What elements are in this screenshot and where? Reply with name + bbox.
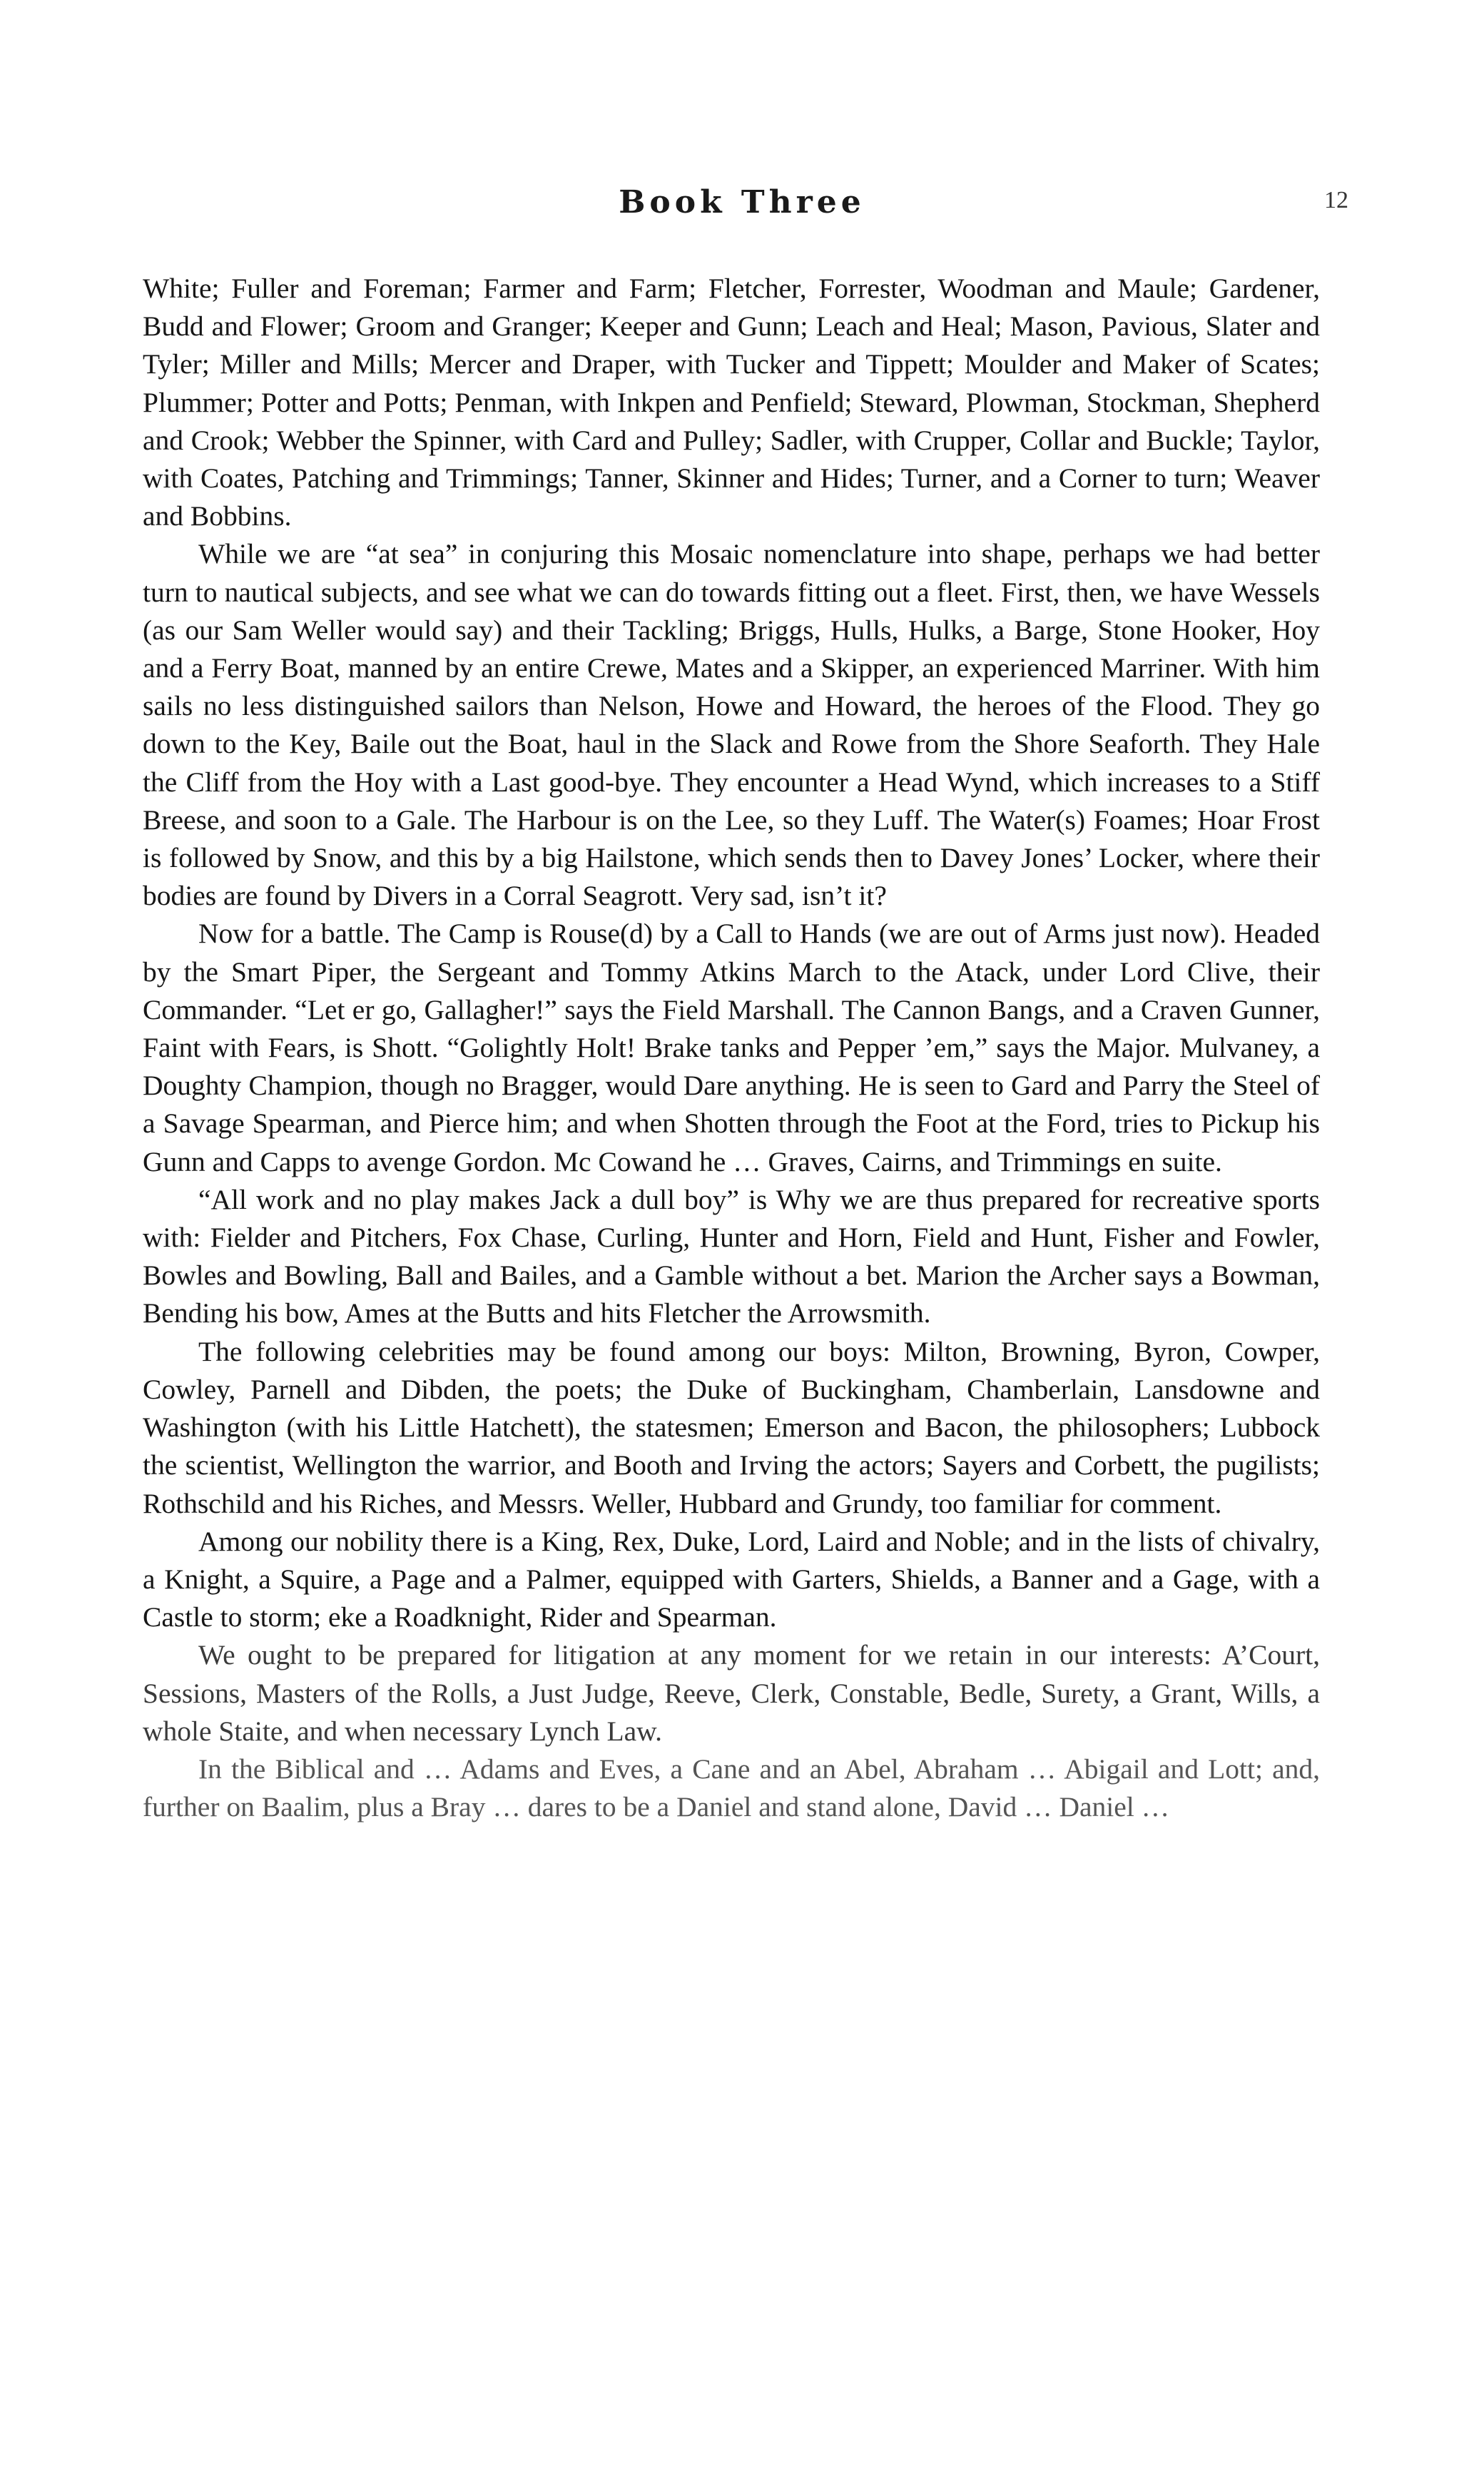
paragraph-battle: Now for a battle. The Camp is Rouse(d) by a Call to Hands (we are out of Arms just now). Headed by the Smart Piper, the Sergeant and Tommy Atkins March to the Atack, under Lord Clive, their Commander. “Let er go, Gallagher!” says the Field Marshall. The Cannon Bangs, and a Craven Gunner, Faint with Fears, is Shott. “Golightly Holt! Brake tanks and Pepper ’em,” says the Major. Mulvaney, a Doughty Champion, though no Bragger, would Dare anything. He is seen to Gard and Parry the Steel of a Savage Spearman, and Pierce him; and when Shotten through the Foot at the Ford, tries to Pickup his Gunn and Capps to avenge Gordon. Mc Cowand he … Graves, Cairns, and Trimmings en suite. — [143, 918, 1320, 1177]
paragraph-nobility: Among our nobility there is a King, Rex, Duke, Lord, Laird and Noble; and in the lists of chivalry, a Knight, a Squire, a Page and a Palmer, equipped with Garters, Shields, a Banner and a Gage, with a Castle to storm; eke a Roadknight, Rider and Spearman. — [143, 1525, 1320, 1633]
paragraph-trades: White; Fuller and Foreman; Farmer and Farm; Fletcher, Forrester, Woodman and Maule; Gardener, Budd and Flower; Groom and Granger; Keeper and Gunn; Leach and Heal; Mason, Pavious, Slater and Tyler; Miller and Mills; Mercer and Draper, with Tucker and Tippett; Moulder and Maker of Scates; Plummer; Potter and Potts; Penman, with Inkpen and Penfield; Steward, Plowman, Stockman, Shepherd and Crook; Webber the Spinner, with Card and Pulley; Sadler, with Crupper, Collar and Buckle; Taylor, with Coates, Patching and Trimmings; Tanner, Skinner and Hides; Turner, and a Corner to turn; Weaver and Bobbins. — [143, 273, 1320, 532]
page-number: 12 — [1324, 187, 1348, 213]
paragraph-litigation: We ought to be prepared for litigation at any moment for we retain in our interests: A’Court, Sessions, Masters of the Rolls, a Just Judge, Reeve, Clerk, Constable, Bedle, Surety, a Grant, Wills, a whole Staite, and when necessary Lynch Law. — [143, 1639, 1320, 1747]
paragraph-biblical: In the Biblical and … Adams and Eves, a Cane and an Abel, Abraham … Abigail and Lott; and, further on Baalim, plus a Bray … dares to be a Daniel and stand alone, David … Daniel … — [143, 1753, 1320, 1823]
text-body — [143, 270, 1320, 1826]
running-head: Book Three — [619, 184, 865, 220]
paragraph-sports: “All work and no play makes Jack a dull boy” is Why we are thus prepared for recreative sports with: Fielder and Pitchers, Fox Chase, Curling, Hunter and Horn, Field and Hunt, Fisher and Fowler, Bowles and Bowling, Ball and Bailes, and a Gamble without a bet. Marion the Archer says a Bowman, Bending his bow, Ames at the Butts and hits Fletcher the Arrowsmith. — [143, 1183, 1320, 1329]
paragraph-nautical: While we are “at sea” in conjuring this Mosaic nomenclature into shape, perhaps we had better turn to nautical subjects, and see what we can do towards fitting out a fleet. First, then, we have Wessels (as our Sam Weller would say) and their Tackling; Briggs, Hulls, Hulks, a Barge, Stone Hooker, Hoy and a Ferry Boat, manned by an entire Crewe, Mates and a Skipper, an experienced Marriner. With him sails no less distinguished sailors than Nelson, Howe and Howard, the heroes of the Flood. They go down to the Key, Baile out the Boat, haul in the Slack and Rowe from the Shore Seaforth. They Hale the Cliff from the Hoy with a Last good-bye. They encounter a Head Wynd, which increases to a Stiff Breese, and soon to a Gale. The Harbour is on the Lee, so they Luff. The Water(s) Foames; Hoar Frost is followed by Snow, and this by a big Hailstone, which sends then to Davey Jones’ Locker, where their bodies are found by Divers in a Corral Seagrott. Very sad, isn’t it? — [143, 538, 1320, 912]
paragraph-celebrities: The following celebrities may be found among our boys: Milton, Browning, Byron, Cowper, Cowley, Parnell and Dibden, the poets; the Duke of Buckingham, Chamberlain, Lansdowne and Washington (with his Little Hatchett), the statesmen; Emerson and Bacon, the philosophers; Lubbock the scientist, Wellington the warrior, and Booth and Irving the actors; Sayers and Corbett, the pugilists; Rothschild and his Riches, and Messrs. Weller, Hubbard and Grundy, too familiar for comment. — [143, 1335, 1320, 1519]
